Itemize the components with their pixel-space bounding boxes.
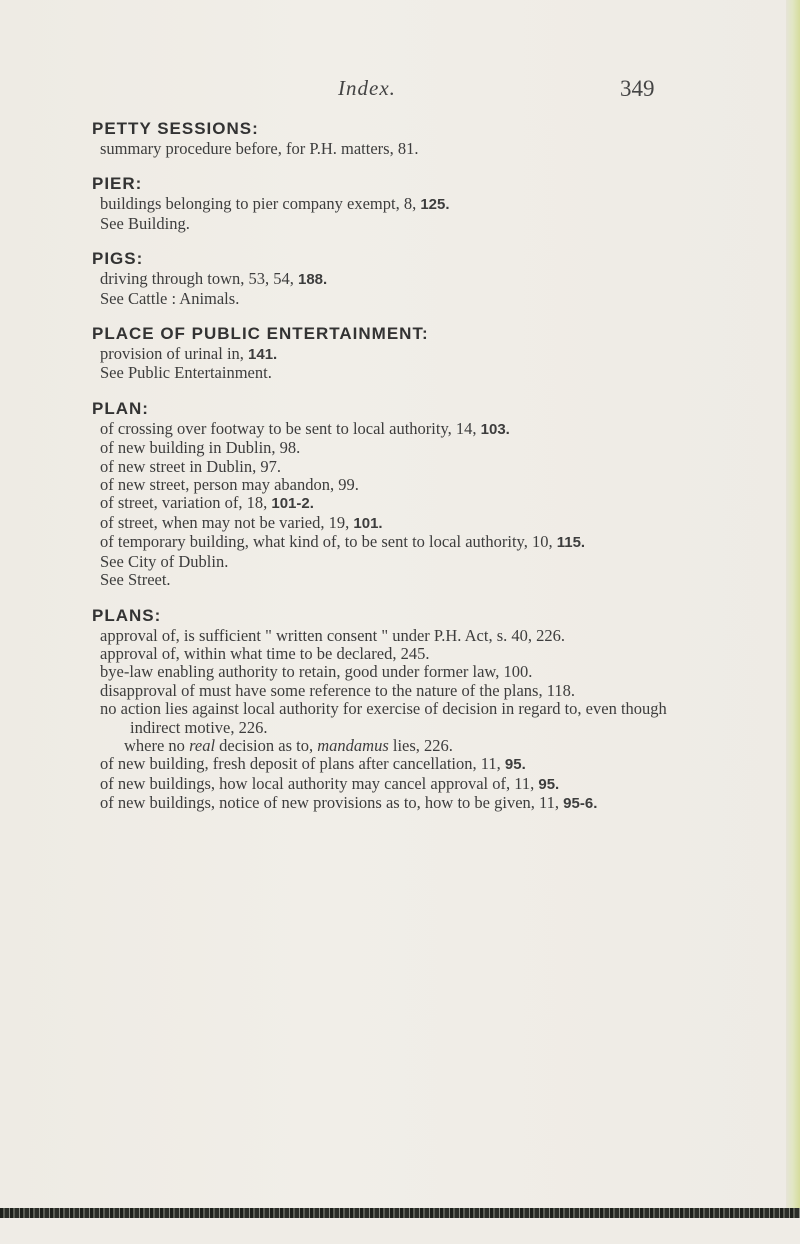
sub-entry: of street, when may not be varied, 19, 101. (100, 512, 383, 532)
sub-entry: disapproval of must have some reference to the nature of the plans, 118. (100, 680, 575, 700)
sub-entry: of new street in Dublin, 97. (100, 456, 282, 476)
sub-entry: summary procedure before, for P.H. matters, 81. (100, 139, 419, 158)
entry-heading: PIGS: (92, 249, 144, 269)
page-edge-shadow (786, 0, 800, 1244)
entry-heading: PLACE OF PUBLIC ENTERTAINMENT: (92, 324, 429, 344)
index-entry-place-of-public-entertainment (92, 323, 692, 383)
scan-bottom-strip (0, 1208, 800, 1218)
index-entry-pier (92, 173, 692, 233)
see-reference: See City of Dublin. (100, 551, 229, 571)
sub-entry: of street, variation of, 18, 101-2. (100, 493, 314, 513)
sub-entry: bye-law enabling authority to retain, good under former law, 100. (100, 662, 533, 682)
index-entry-pigs (92, 248, 692, 308)
sub-entry: approval of, within what time to be declared, 245. (100, 643, 430, 663)
sub-entry: of new street, person may abandon, 99. (100, 475, 359, 495)
see-reference: See Cattle : Animals. (100, 288, 240, 308)
page-number: 349 (620, 76, 655, 101)
sub-entry: provision of urinal in, 141. (100, 344, 278, 364)
index-entry-plan (92, 398, 692, 590)
see-reference: See Public Entertainment. (100, 363, 272, 383)
page-header (0, 76, 800, 106)
sub-entry: buildings belonging to pier company exempt, 8, 125. (100, 194, 450, 214)
sub-entry: where no real decision as to, mandamus lies, 226. (124, 735, 453, 755)
running-title: Index. (338, 76, 396, 100)
see-reference: See Street. (100, 570, 171, 590)
sub-entry: no action lies against local authority for exercise of decision in regard to, even though indirect motive, 226. (100, 699, 667, 737)
sub-entry: of temporary building, what kind of, to be sent to local authority, 10, 115. (100, 532, 586, 552)
sub-entry: driving through town, 53, 54, 188. (100, 269, 328, 289)
sub-entry: approval of, is sufficient " written consent " under P.H. Act, s. 40, 226. (100, 625, 566, 645)
sub-entry: of crossing over footway to be sent to local authority, 14, 103. (100, 418, 510, 438)
entry-heading: PLANS: (92, 605, 162, 625)
sub-entry: of new buildings, notice of new provisions as to, how to be given, 11, 95-6. (100, 793, 598, 813)
entry-heading: PLAN: (92, 398, 149, 418)
index-content (92, 118, 692, 814)
sub-entry: of new buildings, how local authority may cancel approval of, 11, 95. (100, 773, 560, 793)
see-reference: See Building. (100, 213, 190, 233)
entry-heading: PIER: (92, 174, 143, 194)
index-entry-plans (92, 605, 692, 814)
index-entry-petty-sessions (92, 118, 692, 158)
sub-entry: of new building in Dublin, 98. (100, 438, 301, 458)
entry-heading: PETTY SESSIONS: (92, 119, 259, 138)
sub-entry: of new building, fresh deposit of plans after cancellation, 11, 95. (100, 754, 526, 774)
